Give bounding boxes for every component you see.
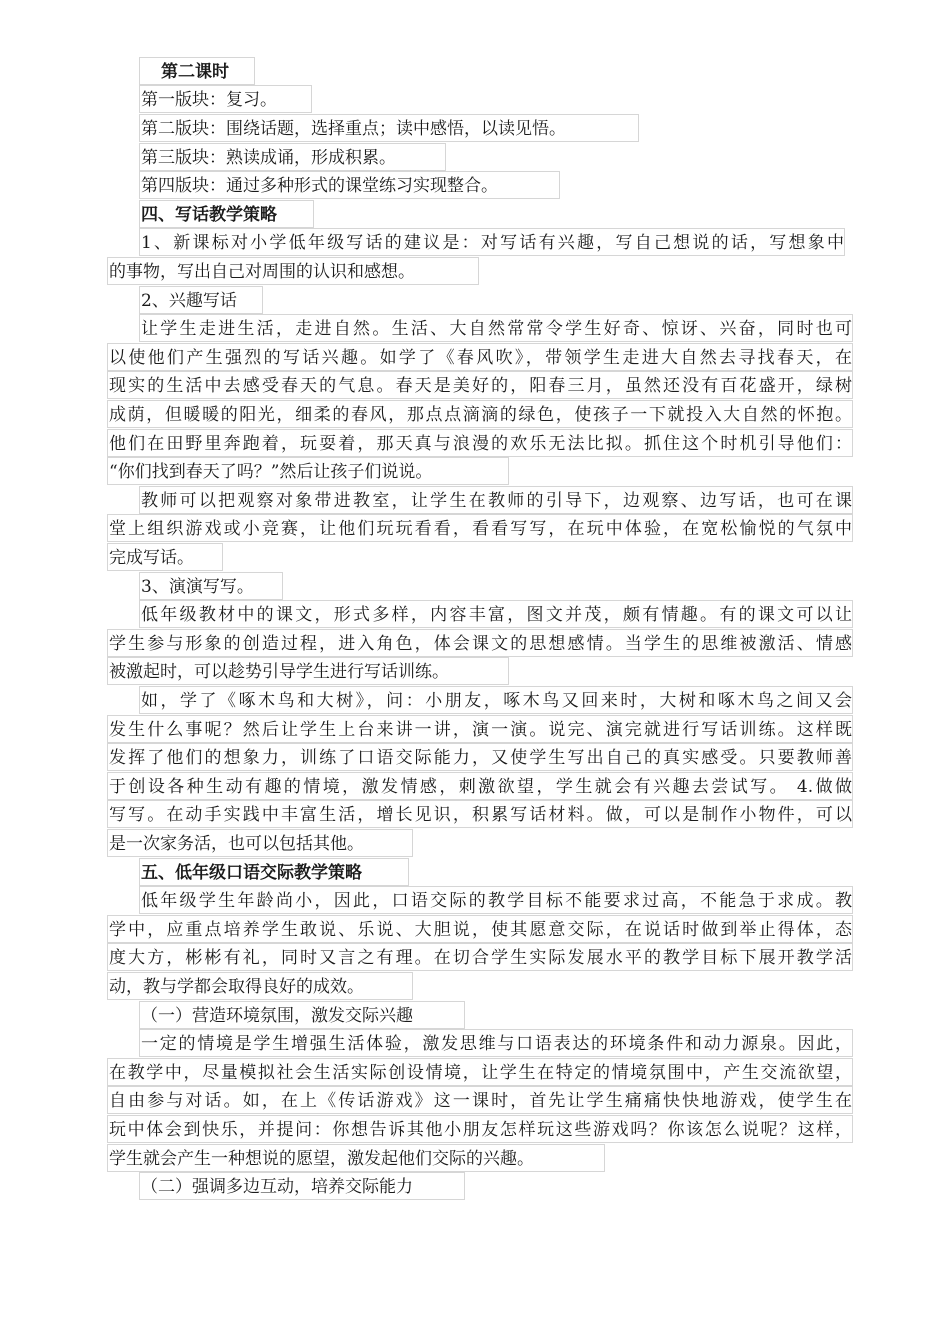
text-line: 1、新课标对小学低年级写话的建议是：对写话有兴趣，写自己想说的话，写想象中 bbox=[139, 228, 845, 256]
subsection-heading: 3、演演写写。 bbox=[139, 572, 283, 600]
text-line: 被激起时，可以趁势引导学生进行写话训练。 bbox=[107, 657, 509, 685]
text-line: 低年级学生年龄尚小，因此，口语交际的教学目标不能要求过高，不能急于求成。教 bbox=[139, 886, 853, 914]
text-line: 学中，应重点培养学生敢说、乐说、大胆说，使其愿意交际，在说话时做到举止得体，态 bbox=[107, 915, 853, 943]
text-line: 玩中体会到快乐，并提问：你想告诉其他小朋友怎样玩这些游戏吗？你该怎么说呢？这样， bbox=[107, 1115, 853, 1143]
text-line: 是一次家务活，也可以包括其他。 bbox=[107, 829, 413, 857]
text-line: 于创设各种生动有趣的情境，激发情感，刺激欲望，学生就会有兴趣去尝试写。 4.做做 bbox=[107, 772, 853, 800]
text-line: 第一版块：复习。 bbox=[139, 85, 312, 113]
text-line: 第二版块：围绕话题，选择重点；读中感悟，以读见悟。 bbox=[139, 114, 639, 142]
text-line: 动，教与学都会取得良好的成效。 bbox=[107, 972, 413, 1000]
text-line: 学生参与形象的创造过程，进入角色，体会课文的思想感情。当学生的思维被激活、情感 bbox=[107, 629, 853, 657]
text-line: 自由参与对话。如，在上《传话游戏》这一课时，首先让学生痛痛快快地游戏，使学生在 bbox=[107, 1086, 853, 1114]
text-line: 他们在田野里奔跑着，玩耍着，那天真与浪漫的欢乐无法比拟。抓住这个时机引导他们： bbox=[107, 429, 853, 457]
lesson-heading: 第二课时 bbox=[139, 57, 255, 85]
text-line: 第三版块：熟读成诵，形成积累。 bbox=[139, 143, 446, 171]
text-line: 的事物，写出自己对周围的认识和感想。 bbox=[107, 257, 479, 285]
text-line: 以使他们产生强烈的写话兴趣。如学了《春风吹》，带领学生走进大自然去寻找春天，在 bbox=[107, 343, 853, 371]
text-line: 学生就会产生一种想说的愿望，激发起他们交际的兴趣。 bbox=[107, 1144, 605, 1172]
text-line: 现实的生活中去感受春天的气息。春天是美好的，阳春三月，虽然还没有百花盛开，绿树 bbox=[107, 371, 853, 399]
text-line: 一定的情境是学生增强生活体验，激发思维与口语表达的环境条件和动力源泉。因此， bbox=[139, 1029, 853, 1057]
text-line: 完成写话。 bbox=[107, 543, 223, 571]
text-line: 教师可以把观察对象带进教室，让学生在教师的引导下，边观察、边写话，也可在课 bbox=[139, 486, 853, 514]
text-line: 在教学中，尽量模拟社会生活实际创设情境，让学生在特定的情境氛围中，产生交流欲望， bbox=[107, 1058, 853, 1086]
section-heading: 五、低年级口语交际教学策略 bbox=[139, 858, 409, 886]
text-line: 第四版块：通过多种形式的课堂练习实现整合。 bbox=[139, 171, 560, 199]
subsection-heading: 2、兴趣写话 bbox=[139, 286, 263, 314]
text-line: 度大方，彬彬有礼，同时又言之有理。在切合学生实际发展水平的教学目标下展开教学活 bbox=[107, 943, 853, 971]
text-line: 如，学了《啄木鸟和大树》，问：小朋友，啄木鸟又回来时，大树和啄木鸟之间又会 bbox=[139, 686, 853, 714]
text-line: 发生什么事呢？然后让学生上台来讲一讲，演一演。说完、演完就进行写话训练。这样既 bbox=[107, 715, 853, 743]
text-line: 成荫，但暖暖的阳光，细柔的春风，那点点滴滴的绿色，使孩子一下就投入大自然的怀抱。 bbox=[107, 400, 853, 428]
subsection-heading: （二）强调多边互动，培养交际能力 bbox=[139, 1172, 465, 1200]
text-line: 低年级教材中的课文，形式多样，内容丰富，图文并茂，颇有情趣。有的课文可以让 bbox=[139, 600, 853, 628]
subsection-heading: （一）营造环境氛围，激发交际兴趣 bbox=[139, 1001, 465, 1029]
text-line: 写写。在动手实践中丰富生活，增长见识，积累写话材料。做，可以是制作小物件，可以 bbox=[107, 800, 853, 828]
text-line: 让学生走进生活，走进自然。生活、大自然常常令学生好奇、惊讶、兴奋，同时也可 bbox=[139, 314, 853, 342]
text-line: 发挥了他们的想象力，训练了口语交际能力，又使学生写出自己的真实感受。只要教师善 bbox=[107, 743, 853, 771]
section-heading: 四、写话教学策略 bbox=[139, 200, 314, 228]
text-line: “你们找到春天了吗？”然后让孩子们说说。 bbox=[107, 457, 509, 485]
text-line: 堂上组织游戏或小竞赛，让他们玩玩看看，看看写写，在玩中体验，在宽松愉悦的气氛中 bbox=[107, 514, 853, 542]
